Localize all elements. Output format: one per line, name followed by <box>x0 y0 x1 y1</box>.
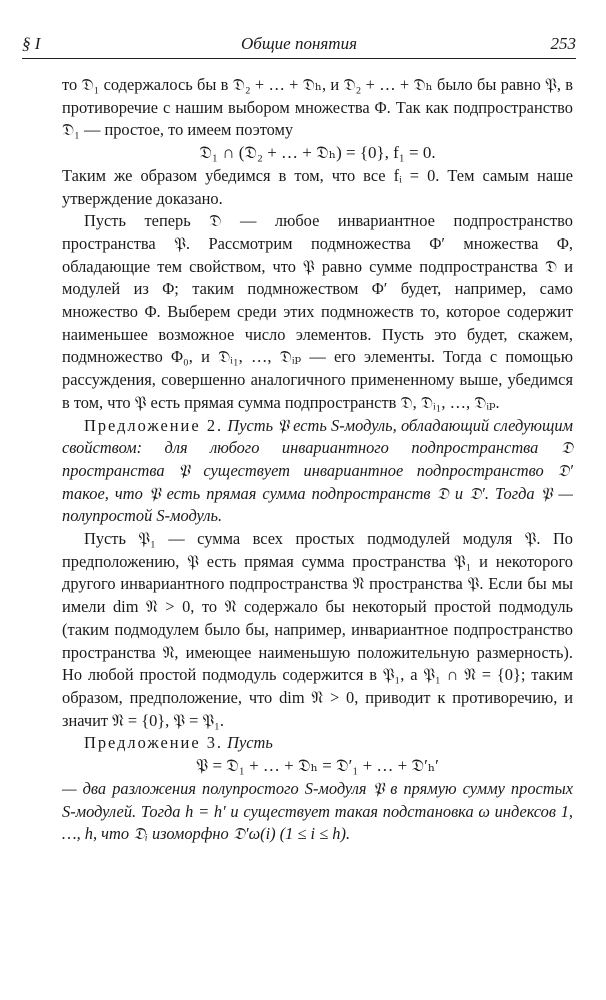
proposition-2 <box>62 415 573 529</box>
proposition-3 <box>62 732 573 755</box>
proposition-statement: Пусть 𝔓 есть S-модуль, обладающий следующим свойством: для любого инвариантного подпространства 𝔇 пространства 𝔓 существует инвариантное подпространство 𝔇′ такое, что 𝔓 есть прямая сумма подпространств 𝔇 и 𝔇′. Тогда 𝔓 — полупростой S-модуль. <box>62 415 573 526</box>
proof-paragraph: Пусть 𝔓₁ — сумма всех простых подмодулей модуля 𝔓. По предположению, 𝔓 есть прямая сумма пространства 𝔓₁ и некоторого другого инвариантного подпространства 𝔑 пространства 𝔓. Если бы мы имели dim 𝔑 > 0, то 𝔑 содержало бы некоторый простой подмодуль (таким подмодулем было бы, например, инвариантное подпространство пространства 𝔑, имеющее наименьшую положительную размерность). Но любой простой подмодуль содержится в 𝔓₁, а 𝔓₁ ∩ 𝔑 = {0}; таким образом, предположение, что dim 𝔑 > 0, приводит к противоречию, и значит 𝔑 = {0}, 𝔓 = 𝔓₁. <box>62 529 573 730</box>
display-formula: 𝔇₁ ∩ (𝔇₂ + … + 𝔇ₕ) = {0}, f₁ = 0. <box>199 143 436 163</box>
proposition-title: Предложение 2. <box>84 415 224 435</box>
section-mark: § I <box>22 34 41 53</box>
proposition-title: Предложение 3. <box>84 733 223 753</box>
page-body <box>62 74 573 846</box>
page-number: 253 <box>550 34 576 53</box>
paragraph: Пусть теперь 𝔇 — любое инвариантное подпространство пространства 𝔓. Рассмотрим подмножества Φ′ множества Φ, обладающие тем свойством, что 𝔓 равно сумме подпространства 𝔇 и модулей из Φ; таким подмножеством Φ′ будет, например, само множество Φ. Выберем среди этих подмножеств то, которое содержит наименьшее возможное число элементов. Пусть это будет, скажем, подмножество Φ₀, и 𝔇ᵢ₁, …, 𝔇ᵢₚ — его элементы. Тогда с помощью рассуждения, совершенно аналогичного примененному выше, убедимся в том, что 𝔓 есть прямая сумма подпространств 𝔇, 𝔇ᵢ₁, …, 𝔇ᵢₚ. <box>62 211 573 412</box>
running-header <box>22 30 576 59</box>
paragraph: Таким же образом убедимся в том, что все fᵢ = 0. Тем самым наше утверждение доказано. <box>62 165 573 208</box>
proposition-statement: Пусть <box>227 733 273 753</box>
display-formula: 𝔓 = 𝔇₁ + … + 𝔇ₕ = 𝔇′₁ + … + 𝔇′ₕ′ <box>196 756 439 776</box>
running-title: Общие понятия <box>241 34 357 53</box>
paragraph: то 𝔇₁ содержалось бы в 𝔇₂ + … + 𝔇ₕ, и 𝔇₂ + … + 𝔇ₕ было бы равно 𝔓, в противоречие с нашим выбором множества Φ. Так как подпространство 𝔇₁ — простое, то имеем поэтому <box>62 75 573 140</box>
proposition-continuation: — два разложения полупростого S-модуля 𝔓 в прямую сумму простых S-модулей. Тогда h = h′ и существует такая подстановка ω индексов 1, …, h, что 𝔇ᵢ изоморфно 𝔇′ω(i) (1 ≤ i ≤ h). <box>62 778 573 844</box>
